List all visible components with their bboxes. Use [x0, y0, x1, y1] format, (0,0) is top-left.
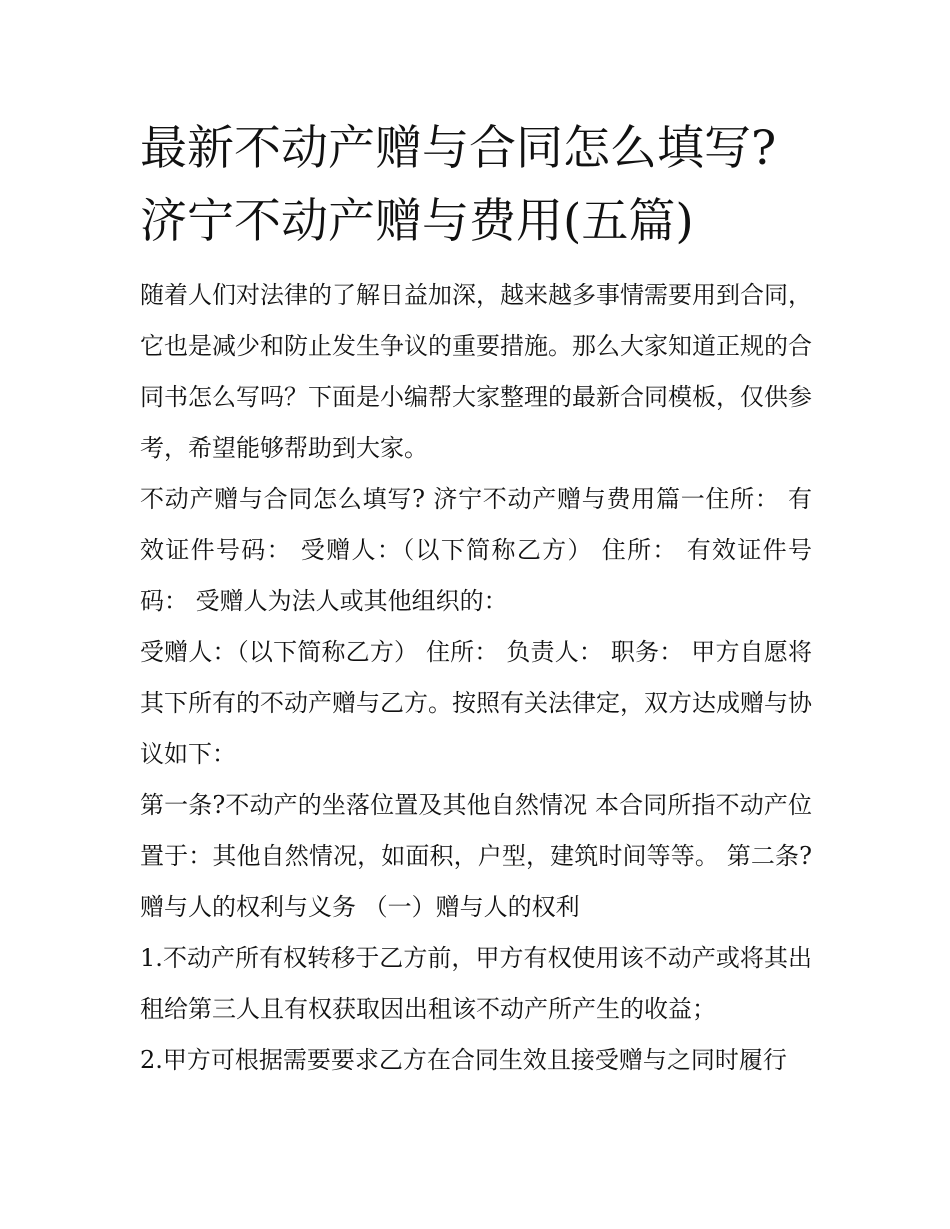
paragraph-section-1: 不动产赠与合同怎么填写? 济宁不动产赠与费用篇一住所： 有效证件号码： 受赠人：（以下简称乙方） 住所： 有效证件号码： 受赠人为法人或其他组织的：: [140, 485, 812, 615]
title-line-2: 济宁不动产赠与费用(五篇): [140, 194, 694, 249]
document-body: [140, 270, 812, 1086]
title-line-1: 最新不动产赠与合同怎么填写?: [140, 121, 777, 176]
paragraph-intro: 随着人们对法律的了解日益加深，越来越多事情需要用到合同，它也是减少和防止发生争议的重要措施。那么大家知道正规的合同书怎么写吗？下面是小编帮大家整理的最新合同模板，仅供参考，希望能够帮助到大家。: [140, 281, 812, 462]
paragraph-clause-1: 1.不动产所有权转移于乙方前，甲方有权使用该不动产或将其出租给第三人且有权获取因出租该不动产所产生的收益；: [140, 944, 812, 1023]
document-content: [140, 112, 812, 1086]
paragraph-recipient: 受赠人：（以下简称乙方） 住所： 负责人： 职务： 甲方自愿将其下所有的不动产赠与乙方。按照有关法律定，双方达成赠与协议如下：: [140, 638, 812, 768]
paragraph-clause-2: 2.甲方可根据需要要求乙方在合同生效且接受赠与之同时履行: [140, 1046, 787, 1074]
document-title: [140, 112, 812, 258]
paragraph-article-1: 第一条?不动产的坐落位置及其他自然情况 本合同所指不动产位置于：其他自然情况，如面积，户型，建筑时间等等。 第二条?赠与人的权利与义务 （一）赠与人的权利: [140, 791, 812, 921]
